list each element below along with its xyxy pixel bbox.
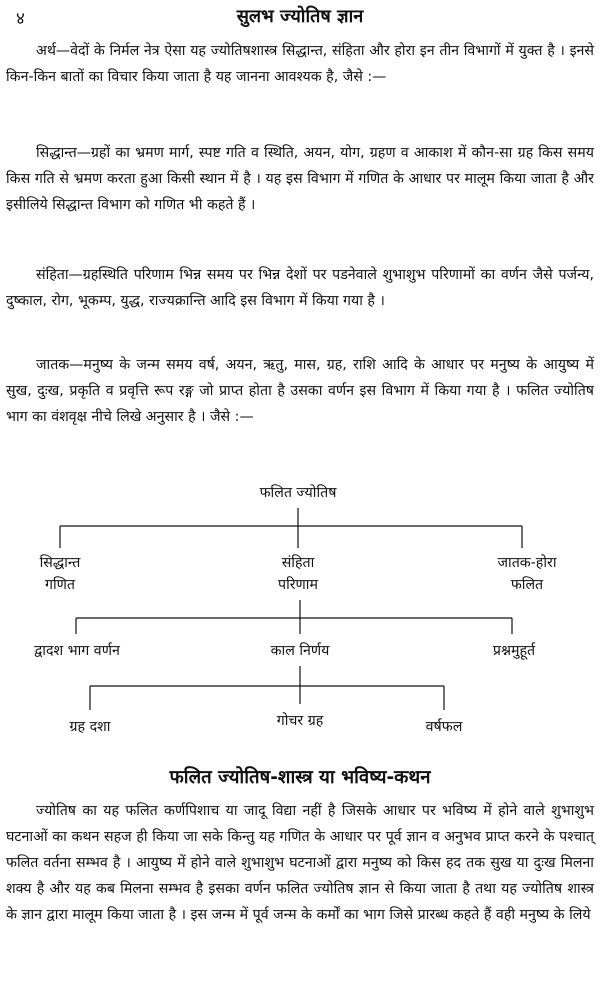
tree-node-samhita	[238, 552, 358, 596]
tree-node-kala-nirnaya: काल निर्णय	[270, 643, 330, 659]
paragraph-phalit	[6, 798, 594, 928]
tree-node-jataka	[462, 552, 592, 596]
node-line: सिद्धान्त	[39, 555, 81, 571]
page-number: ४	[16, 9, 25, 29]
node-line: फलित	[510, 577, 544, 593]
node-line: जातक-होरा	[497, 555, 557, 571]
tree-node-siddhanta	[0, 552, 120, 596]
node-line: संहिता	[281, 555, 315, 571]
paragraph-text: ज्योतिष का यह फलित कर्णपिशाच या जादू विद्या नहीं है जिसके आधार पर भविष्य में होने वाले शुभाशुभ घटनाओं का कथन सहज ही किया जा सके किन्तु यह गणित के आधार पर पूर्व ज्ञान व अनुभव प्राप्त करने के पश्चात् फलित वर्तना सम्भव है । आयुष्य में होने वाले शुभाशुभ घटनाओं द्वारा मनुष्य को किस हद तक सुख या दुःख मिलना शक्य है और यह कब मिलना सम्भव है इसका वर्णन फलित ज्योतिष ज्ञान से किया जाता है तथा यह ज्योतिष शास्त्र के ज्ञान द्वारा मालूम किया जाता है । इस जन्म में पूर्व जन्म के कर्मों का भाग जिसे प्रारब्ध कहते हैं वही मनुष्य के लिये	[6, 803, 594, 923]
paragraph-samhita	[6, 262, 594, 314]
tree-node-graha-dasha: ग्रह दशा	[69, 719, 111, 735]
paragraph-text: संहिता—ग्रहस्थिति परिणाम भिन्न समय पर भिन्न देशों पर पडनेवाले शुभाशुभ परिणामों का वर्णन जैसे पर्जन्य, दुष्काल, रोग, भूकम्प, युद्ध, राज्यक्रान्ति आदि इस विभाग में किया गया है ।	[6, 267, 594, 309]
paragraph-text: सिद्धान्त—ग्रहों का भ्रमण मार्ग, स्पष्ट गति व स्थिति, अयन, योग, ग्रहण व आकाश में कौन-सा ग्रह किस समय किस गति से भ्रमण करता हुआ किसी स्थान में है । यह इस विभाग में गणित के आधार पर मालूम किया जाता है और इसीलिये सिद्धान्त विभाग को गणित भी कहते हैं ।	[6, 145, 594, 213]
paragraph-text: अर्थ—वेदों के निर्मल नेत्र ऐसा यह ज्योतिषशास्त्र सिद्धान्त, संहिता और होरा इन तीन विभागों में युक्त है । इनसे किन-किन बातों का विचार किया जाता है यह जानना आवश्यक है, जैसे :—	[6, 43, 594, 85]
tree-root: फलित ज्योतिष	[259, 485, 337, 501]
paragraph-jataka	[6, 352, 594, 430]
running-title: सुलभ ज्योतिष ज्ञान	[236, 6, 364, 27]
paragraph-artha	[6, 38, 594, 90]
paragraph-text: जातक—मनुष्य के जन्म समय वर्ष, अयन, ऋतु, मास, ग्रह, राशि आदि के आधार पर मनुष्य के आयुष्य में सुख, दुःख, प्रकृति व प्रवृत्ति रूप रङ्ग जो प्राप्त होता है उसका वर्णन इस विभाग में किया गया है । फलित ज्योतिष भाग का वंशवृक्ष नीचे लिखे अनुसार है । जैसे :—	[6, 357, 594, 425]
tree-node-gochara-graha: गोचर ग्रह	[276, 713, 324, 729]
tree-node-prashna-muhurta: प्रश्नमुहूर्त	[492, 643, 536, 659]
lineage-tree	[0, 468, 600, 758]
page-header	[0, 4, 600, 30]
section-heading: फलित ज्योतिष-शास्त्र या भविष्य-कथन	[169, 767, 431, 788]
node-line: गणित	[44, 577, 75, 593]
tree-node-varshaphala: वर्षफल	[425, 719, 463, 735]
tree-node-dvadasha: द्वादश भाग वर्णन	[34, 643, 120, 659]
paragraph-siddhanta	[6, 140, 594, 218]
node-line: परिणाम	[278, 577, 318, 593]
